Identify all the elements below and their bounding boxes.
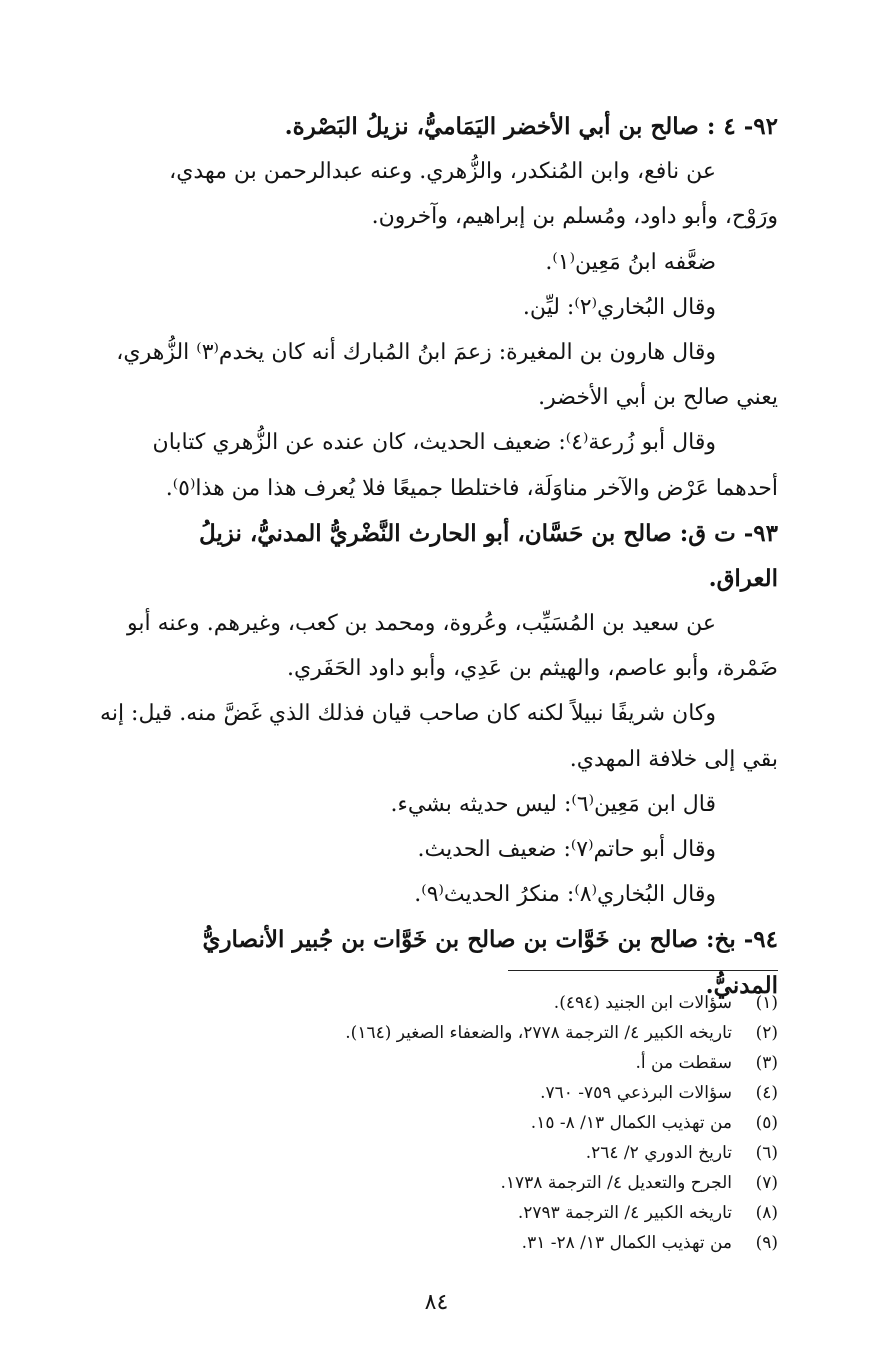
entry-93-bukhari: وقال البُخاري⁽٨⁾: منكرُ الحديث⁽٩⁾. <box>414 882 716 908</box>
entry-92-narrators-2: ورَوْح، وأبو داود، ومُسلم بن إبراهيم، وآخرون. <box>371 204 778 230</box>
footnote-item <box>150 1138 778 1168</box>
entry-93-ibn-main: قال ابن مَعِين⁽٦⁾: ليس حديثه بشيء. <box>390 791 716 817</box>
footnote-number: (٨) <box>755 1203 778 1223</box>
footnote-text: سقطت من أ. <box>635 1053 732 1073</box>
footnote-number: (٦) <box>755 1143 778 1163</box>
footnote-text: تاريخ الدوري ٢/ ٢٦٤. <box>585 1143 732 1163</box>
entry-92-heading: ٩٢- ٤ : صالح بن أبي الأخضر اليَمَاميُّ، نزيلُ البَصْرة. <box>284 113 778 140</box>
entry-93-narrators-2: ضَمْرة، وأبو عاصم، والهيثم بن عَدِي، وأبو داود الحَفَري. <box>286 656 778 682</box>
footnote-number: (١) <box>755 993 778 1013</box>
footnote-number: (٢) <box>755 1023 778 1043</box>
footnote-item <box>150 1078 778 1108</box>
footnote-separator <box>508 970 778 971</box>
page-number: ٨٤ <box>424 1290 449 1315</box>
footnote-item <box>150 1018 778 1048</box>
entry-92-harun-2: يعني صالح بن أبي الأخضر. <box>538 385 778 411</box>
footnote-number: (٩) <box>755 1233 778 1253</box>
entry-93-narrators-1: عن سعيد بن المُسَيِّب، وعُروة، ومحمد بن كعب، وغيرهم. وعنه أبو <box>126 611 716 637</box>
footnote-item <box>150 988 778 1018</box>
footnote-item <box>150 1048 778 1078</box>
footnote-number: (٥) <box>755 1113 778 1133</box>
entry-92-abu-zura-1: وقال أبو زُرعة⁽٤⁾: ضعيف الحديث، كان عنده عن الزُّهري كتابان <box>152 430 716 456</box>
entry-93-bio-1: وكان شريفًا نبيلاً لكنه كان صاحب قيان فذلك الذي غَضَّ منه. قيل: إنه <box>100 701 716 727</box>
entry-93-bio-2: بقي إلى خلافة المهدي. <box>569 746 778 772</box>
entry-93-abu-hatim: وقال أبو حاتم⁽٧⁾: ضعيف الحديث. <box>417 837 716 862</box>
footnotes <box>150 988 778 1258</box>
entry-92-abu-zura-2: أحدهما عَرْض والآخر مناوَلَة، فاختلطا جميعًا فلا يُعرف هذا من هذا⁽٥⁾. <box>165 475 778 501</box>
entry-92-harun-1: وقال هارون بن المغيرة: زعمَ ابنُ المُبارك أنه كان يخدم⁽٣⁾ الزُّهري، <box>116 339 716 365</box>
footnote-number: (٤) <box>755 1083 778 1103</box>
footnote-text: سؤالات البرذعي ٧٥٩- ٧٦٠. <box>540 1083 732 1103</box>
entry-92-bukhari: وقال البُخاري⁽٢⁾: ليِّن. <box>522 294 716 320</box>
footnote-text: سؤالات ابن الجنيد (٤٩٤). <box>553 993 732 1013</box>
footnote-number: (٣) <box>755 1053 778 1073</box>
footnote-text: من تهذيب الكمال ١٣/ ٢٨- ٣١. <box>521 1233 732 1253</box>
footnote-item <box>150 1168 778 1198</box>
main-text <box>95 104 778 1008</box>
entry-92-ibn-main: ضعَّفه ابنُ مَعِين⁽١⁾. <box>545 249 716 275</box>
footnote-item <box>150 1108 778 1138</box>
footnote-text: من تهذيب الكمال ١٣/ ٨- ١٥. <box>530 1113 732 1133</box>
footnote-number: (٧) <box>755 1173 778 1193</box>
footnote-item <box>150 1198 778 1228</box>
footnote-text: تاريخه الكبير ٤/ الترجمة ٢٧٩٣. <box>517 1203 732 1223</box>
entry-94-heading-1: ٩٤- بخ: صالح بن خَوَّات بن صالح بن خَوَّات بن جُبير الأنصاريُّ <box>202 926 778 954</box>
entry-94-heading-2: المدنيُّ. <box>705 971 778 999</box>
entry-93-heading-1: ٩٣- ت ق: صالح بن حَسَّان، أبو الحارث النَّضْريُّ المدنيُّ، نزيلُ <box>198 519 778 547</box>
entry-92-narrators-1: عن نافع، وابن المُنكدر، والزُّهري. وعنه عبدالرحمن بن مهدي، <box>169 159 716 185</box>
footnote-text: الجرح والتعديل ٤/ الترجمة ١٧٣٨. <box>500 1173 732 1193</box>
footnote-text: تاريخه الكبير ٤/ الترجمة ٢٧٧٨، والضعفاء الصغير (١٦٤). <box>345 1023 732 1043</box>
entry-93-heading-2: العراق. <box>708 564 778 592</box>
footnote-item <box>150 1228 778 1258</box>
